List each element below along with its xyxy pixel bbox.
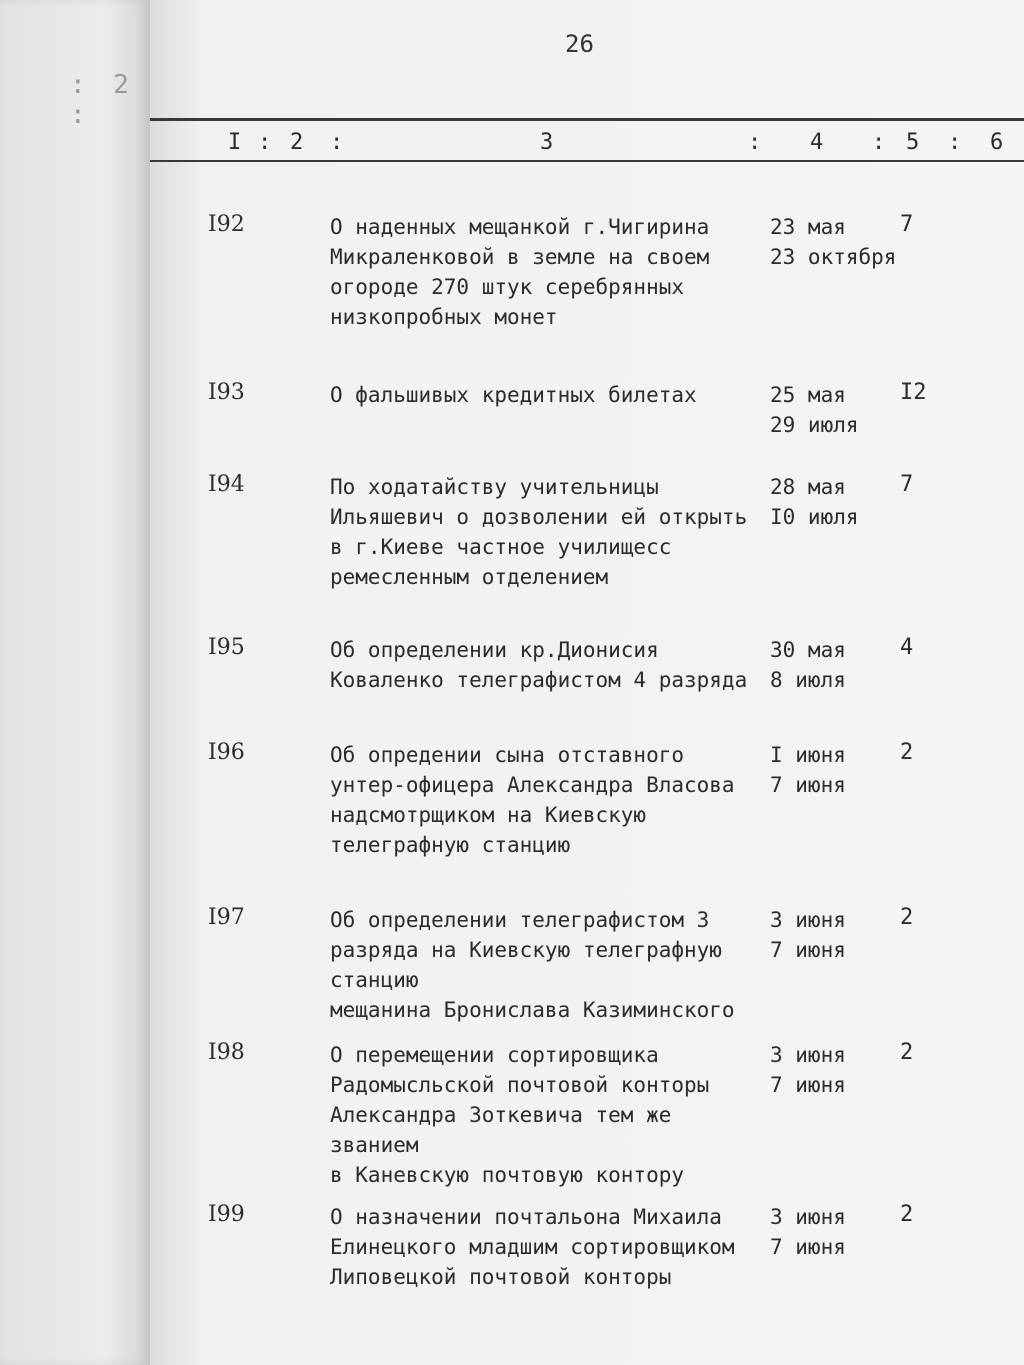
case-description: О наденных мещанкой г.Чигирина Микраленковой в земле на своем огороде 270 штук серебрянных низкопробных монет [330, 215, 710, 329]
column-header-4: 4 [810, 130, 824, 155]
date-end: 7 июня [770, 938, 846, 962]
column-header-6: 6 [990, 130, 1004, 155]
date-start: 3 июня [770, 1205, 846, 1229]
left-page-marks: : 2 : [70, 70, 135, 130]
left-facing-page [0, 0, 150, 1365]
case-description: Об определении кр.Дионисия Коваленко телеграфистом 4 разряда [330, 638, 748, 692]
date-start: 30 мая [770, 638, 846, 662]
case-description: По ходатайству учительницы Ильяшевич о дозволении ей открыть в г.Киеве частное училищесс ремесленным отделением [330, 475, 748, 589]
column-header-2: 2 [290, 130, 304, 155]
date-end: 7 июня [770, 1073, 846, 1097]
date-start: 3 июня [770, 908, 846, 932]
date-start: 23 мая [770, 215, 846, 239]
header-rule-bottom [150, 160, 1024, 162]
column-separator: : [872, 130, 886, 155]
page-number: 26 [565, 30, 594, 58]
case-dates [770, 380, 859, 440]
date-end: 23 октября [770, 245, 897, 269]
case-dates [770, 212, 896, 272]
case-description: О перемещении сортировщика Радомысльской почтовой конторы Александра Зоткевича тем же званием в Каневскую почтовую контору [330, 1043, 710, 1187]
case-description: О назначении почтальона Михаила Елинецкого младшим сортировщиком Липовецкой почтовой конторы [330, 1205, 735, 1289]
case-description: Об определении телеграфистом 3 разряда на Киевскую телеграфную станцию мещанина Бронислава Казиминского [330, 908, 735, 1022]
header-rule-top [150, 118, 1024, 121]
sheet-count: 2 [900, 1202, 914, 1227]
sheet-count: 4 [900, 635, 914, 660]
column-separator: : [948, 130, 962, 155]
sheet-count: I2 [900, 380, 927, 405]
case-dates [770, 1040, 846, 1100]
sheet-count: 7 [900, 212, 914, 237]
date-end: 7 июня [770, 773, 846, 797]
case-description: Об опредении сына отставного унтер-офицера Александра Власова надсмотрщиком на Киевскую телеграфную станцию [330, 743, 735, 857]
date-start: 28 мая [770, 475, 846, 499]
column-separator: : [748, 130, 762, 155]
case-dates [770, 635, 846, 695]
date-end: 7 июня [770, 1235, 846, 1259]
date-end: I0 июля [770, 505, 859, 529]
case-dates [770, 740, 846, 800]
sheet-count: 2 [900, 905, 914, 930]
case-number: I93 [208, 380, 245, 405]
column-separator: : [258, 130, 272, 155]
case-dates [770, 1202, 846, 1262]
case-number: I98 [208, 1040, 245, 1065]
column-separator: : [330, 130, 344, 155]
sheet-count: 7 [900, 472, 914, 497]
date-start: 3 июня [770, 1043, 846, 1067]
case-number: I96 [208, 740, 245, 765]
sheet-count: 2 [900, 740, 914, 765]
date-end: 29 июля [770, 413, 859, 437]
date-end: 8 июля [770, 668, 846, 692]
column-header-5: 5 [906, 130, 920, 155]
case-description: О фальшивых кредитных билетах [330, 383, 697, 407]
case-number: I94 [208, 472, 245, 497]
case-dates [770, 905, 846, 965]
date-start: 25 мая [770, 383, 846, 407]
case-number: I92 [208, 212, 245, 237]
column-header-3: 3 [540, 130, 554, 155]
case-number: I99 [208, 1202, 245, 1227]
case-number: I95 [208, 635, 245, 660]
date-start: I июня [770, 743, 846, 767]
case-number: I97 [208, 905, 245, 930]
column-header-1: I [228, 130, 242, 155]
sheet-count: 2 [900, 1040, 914, 1065]
case-dates [770, 472, 859, 532]
